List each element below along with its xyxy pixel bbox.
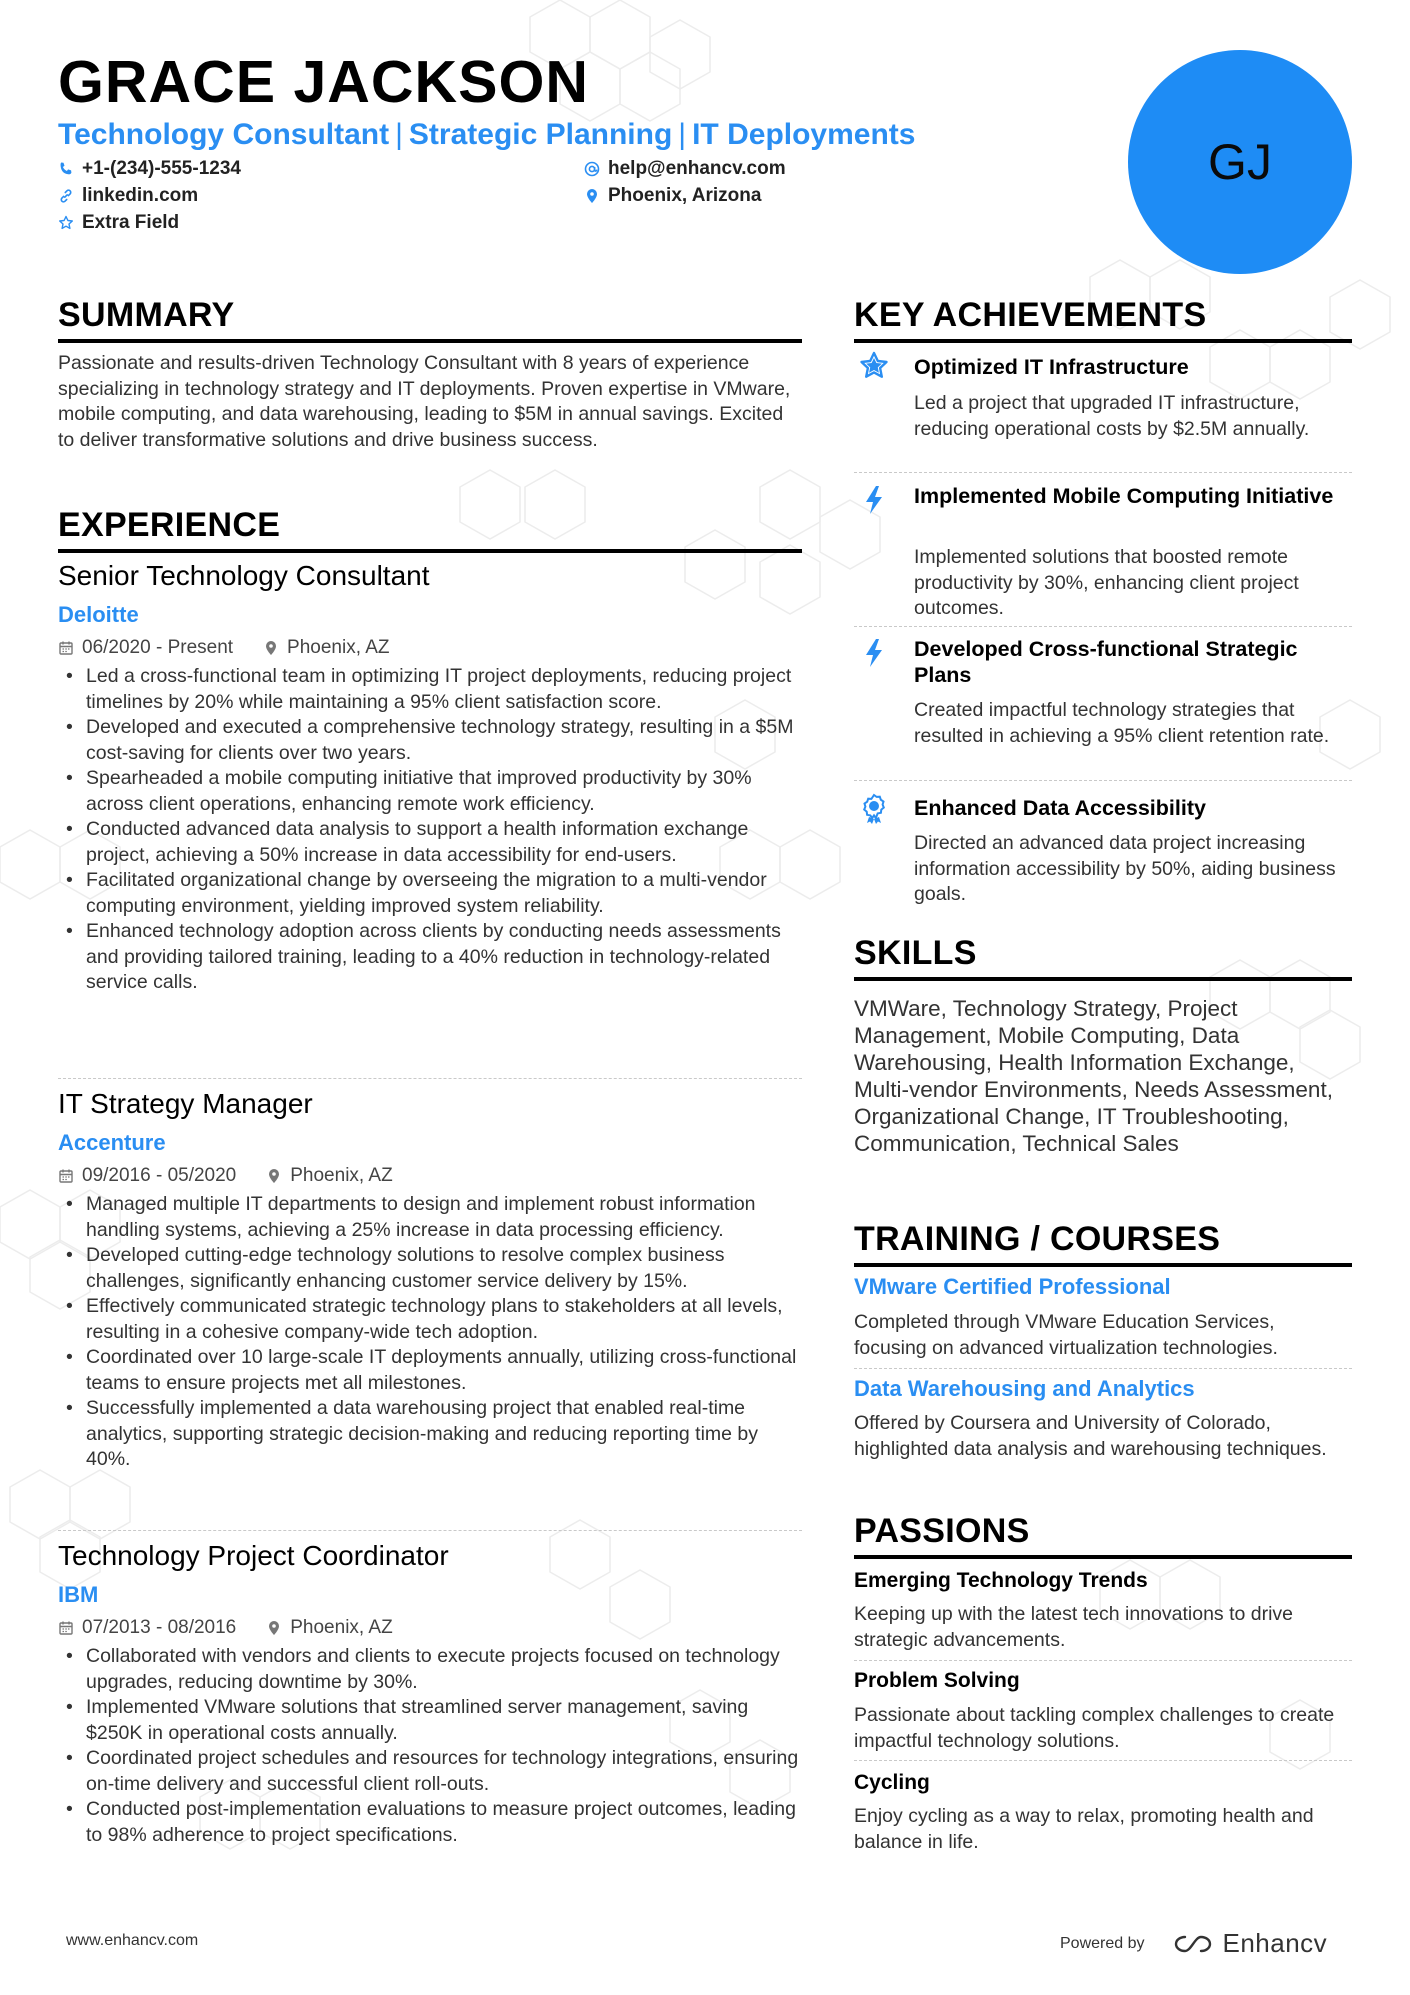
passion-title: Emerging Technology Trends (854, 1569, 1148, 1592)
job-location: Phoenix, AZ (287, 637, 390, 658)
skills-section-title: SKILLS (854, 934, 1352, 981)
calendar-icon (58, 1620, 74, 1636)
powered-by-text: Powered by (1060, 1934, 1145, 1952)
job-dates: 06/2020 - Present (82, 637, 234, 658)
divider (854, 1660, 1352, 1661)
contact-email[interactable] (584, 158, 786, 180)
at-icon (584, 161, 600, 177)
divider (58, 1078, 802, 1079)
job-title: Senior Technology Consultant (58, 560, 430, 591)
divider (854, 1760, 1352, 1761)
job-meta (58, 1165, 393, 1187)
footer-website[interactable]: www.enhancv.com (66, 1932, 199, 1949)
bullet-item: • Enhanced technology adoption across clients by conducting needs assessments and providing tailored training, leading to a 40% reduction in technology-related service calls. (58, 919, 802, 996)
experience-section-title: EXPERIENCE (58, 506, 802, 553)
bullet-item: • Facilitated organizational change by overseeing the migration to a multi-vendor computing environment, yielding improved system reliability. (58, 868, 802, 919)
course-title: Data Warehousing and Analytics (854, 1376, 1195, 1401)
award-ribbon-icon (858, 793, 890, 825)
bullet-item: • Developed and executed a comprehensive technology strategy, resulting in a $5M cost-saving for clients over two years. (58, 715, 802, 766)
bullet-item: • Coordinated project schedules and resources for technology integrations, ensuring on-time delivery and successful client roll-outs. (58, 1746, 802, 1797)
achievement-title: Optimized IT Infrastructure (914, 355, 1189, 379)
bullet-item: • Spearheaded a mobile computing initiative that improved productivity by 30% across client operations, enhancing remote work efficiency. (58, 766, 802, 817)
phone-text: +1-(234)-555-1234 (82, 158, 241, 179)
course-description: Offered by Coursera and University of Colorado, highlighted data analysis and warehousing techniques. (854, 1412, 1327, 1460)
footer-branding[interactable] (1060, 1928, 1327, 1959)
location-text: Phoenix, Arizona (608, 185, 762, 206)
headline-part: Technology Consultant (58, 118, 390, 151)
headline-separator: | (395, 118, 403, 151)
training-section-title: TRAINING / COURSES (854, 1220, 1352, 1267)
divider (854, 780, 1352, 781)
job-title: Technology Project Coordinator (58, 1540, 449, 1571)
job-title: IT Strategy Manager (58, 1088, 313, 1119)
contact-location (584, 185, 761, 207)
star-outline-icon (58, 215, 74, 231)
bullet-item: • Implemented VMware solutions that streamlined server management, saving $250K in operational costs annually. (58, 1695, 802, 1746)
job-dates: 07/2013 - 08/2016 (82, 1617, 237, 1638)
summary-section-title: SUMMARY (58, 296, 802, 343)
job-location: Phoenix, AZ (290, 1617, 393, 1638)
passion-description: Keeping up with the latest tech innovations to drive strategic advancements. (854, 1603, 1294, 1651)
achievement-description: Implemented solutions that boosted remote productivity by 30%, enhancing client project outcomes. (914, 546, 1299, 619)
bullet-item: • Collaborated with vendors and clients to execute projects focused on technology upgrades, reducing downtime by 30%. (58, 1644, 802, 1695)
calendar-icon (58, 1168, 74, 1184)
headline-separator: | (678, 118, 687, 151)
divider (854, 1368, 1352, 1369)
headline (58, 118, 915, 152)
link-icon (58, 188, 74, 204)
company-name: Accenture (58, 1130, 166, 1155)
linkedin-text: linkedin.com (82, 185, 199, 206)
headline-part: Strategic Planning (408, 118, 673, 151)
achievement-title: Enhanced Data Accessibility (914, 796, 1206, 820)
bullet-item: • Successfully implemented a data warehousing project that enabled real-time analytics, supporting strategic decision-making and reducing reporting time by 40%. (58, 1396, 802, 1473)
passion-title: Problem Solving (854, 1669, 1020, 1692)
lightning-icon (858, 637, 890, 669)
contact-phone[interactable] (58, 158, 241, 180)
achievement-title: Implemented Mobile Computing Initiative (914, 484, 1334, 508)
extra-field-text: Extra Field (82, 212, 180, 233)
job-meta (58, 637, 390, 659)
achievement-description: Directed an advanced data project increasing information accessibility by 50%, aiding business goals. (914, 832, 1336, 905)
avatar (1128, 50, 1352, 274)
divider (58, 1530, 802, 1531)
bullet-item: • Conducted post-implementation evaluations to measure project outcomes, leading to 98% adherence to project specifications. (58, 1797, 802, 1848)
location-pin-icon (584, 188, 600, 204)
achievements-section-title: KEY ACHIEVEMENTS (854, 296, 1352, 343)
calendar-icon (58, 640, 74, 656)
job-dates: 09/2016 - 05/2020 (82, 1165, 237, 1186)
achievement-title: Developed Cross-functional Strategic Plans (914, 637, 1298, 687)
job-bullets (58, 1644, 802, 1848)
company-name: Deloitte (58, 602, 139, 627)
bullet-item: • Developed cutting-edge technology solutions to resolve complex business challenges, significantly enhancing customer service delivery by 15%. (58, 1243, 802, 1294)
bullet-item: • Coordinated over 10 large-scale IT deployments annually, utilizing cross-functional teams to ensure projects met all milestones. (58, 1345, 802, 1396)
bullet-item: • Conducted advanced data analysis to support a health information exchange project, achieving a 50% increase in data accessibility for end-users. (58, 817, 802, 868)
contact-linkedin[interactable] (58, 185, 198, 207)
lightning-icon (858, 484, 890, 516)
job-meta (58, 1617, 393, 1639)
candidate-name: GRACE JACKSON (58, 49, 589, 115)
bullet-item: • Managed multiple IT departments to design and implement robust information handling systems, achieving a 25% increase in data processing efficiency. (58, 1192, 802, 1243)
phone-icon (58, 161, 74, 177)
location-pin-icon (266, 1620, 282, 1636)
job-bullets (58, 1192, 802, 1473)
job-location: Phoenix, AZ (290, 1165, 393, 1186)
bullet-item: • Led a cross-functional team in optimizing IT project deployments, reducing project timelines by 20% while maintaining a 95% client satisfaction score. (58, 664, 802, 715)
passion-title: Cycling (854, 1771, 930, 1794)
achievement-description: Led a project that upgraded IT infrastructure, reducing operational costs by $2.5M annually. (914, 392, 1310, 440)
achievement-description: Created impactful technology strategies that resulted in achieving a 95% client retention rate. (914, 699, 1330, 747)
avatar-initials: GJ (1208, 134, 1272, 190)
course-description: Completed through VMware Education Services, focusing on advanced virtualization technologies. (854, 1311, 1278, 1359)
passion-description: Enjoy cycling as a way to relax, promoting health and balance in life. (854, 1805, 1314, 1853)
location-pin-icon (263, 640, 279, 656)
bullet-item: • Effectively communicated strategic technology plans to stakeholders at all levels, resulting in a cohesive company-wide tech adoption. (58, 1294, 802, 1345)
headline-part: IT Deployments (692, 118, 916, 151)
skills-text: VMWare, Technology Strategy, Project Management, Mobile Computing, Data Warehousing, Health Information Exchange, Multi-vendor Environments, Needs Assessment, Organizational Change, IT Troubleshooting, Communication, Technical Sales (854, 996, 1333, 1156)
location-pin-icon (266, 1168, 282, 1184)
contact-extra-field (58, 212, 179, 234)
divider (854, 472, 1352, 473)
enhancv-logo-icon (1171, 1933, 1215, 1955)
passions-section-title: PASSIONS (854, 1512, 1352, 1559)
divider (854, 626, 1352, 627)
brand-name: Enhancv (1222, 1928, 1328, 1958)
summary-text: Passionate and results-driven Technology Consultant with 8 years of experience specializing in technology strategy and IT deployments. Proven expertise in VMware, mobile computing, and data warehousing, leading to $5M in annual savings. Excited to deliver transformative solutions and drive business success. (58, 352, 791, 451)
company-name: IBM (58, 1582, 99, 1607)
course-title: VMware Certified Professional (854, 1274, 1171, 1299)
passion-description: Passionate about tackling complex challenges to create impactful technology solutions. (854, 1704, 1335, 1752)
job-bullets (58, 664, 802, 996)
star-icon (858, 350, 890, 382)
email-text: help@enhancv.com (608, 158, 786, 179)
